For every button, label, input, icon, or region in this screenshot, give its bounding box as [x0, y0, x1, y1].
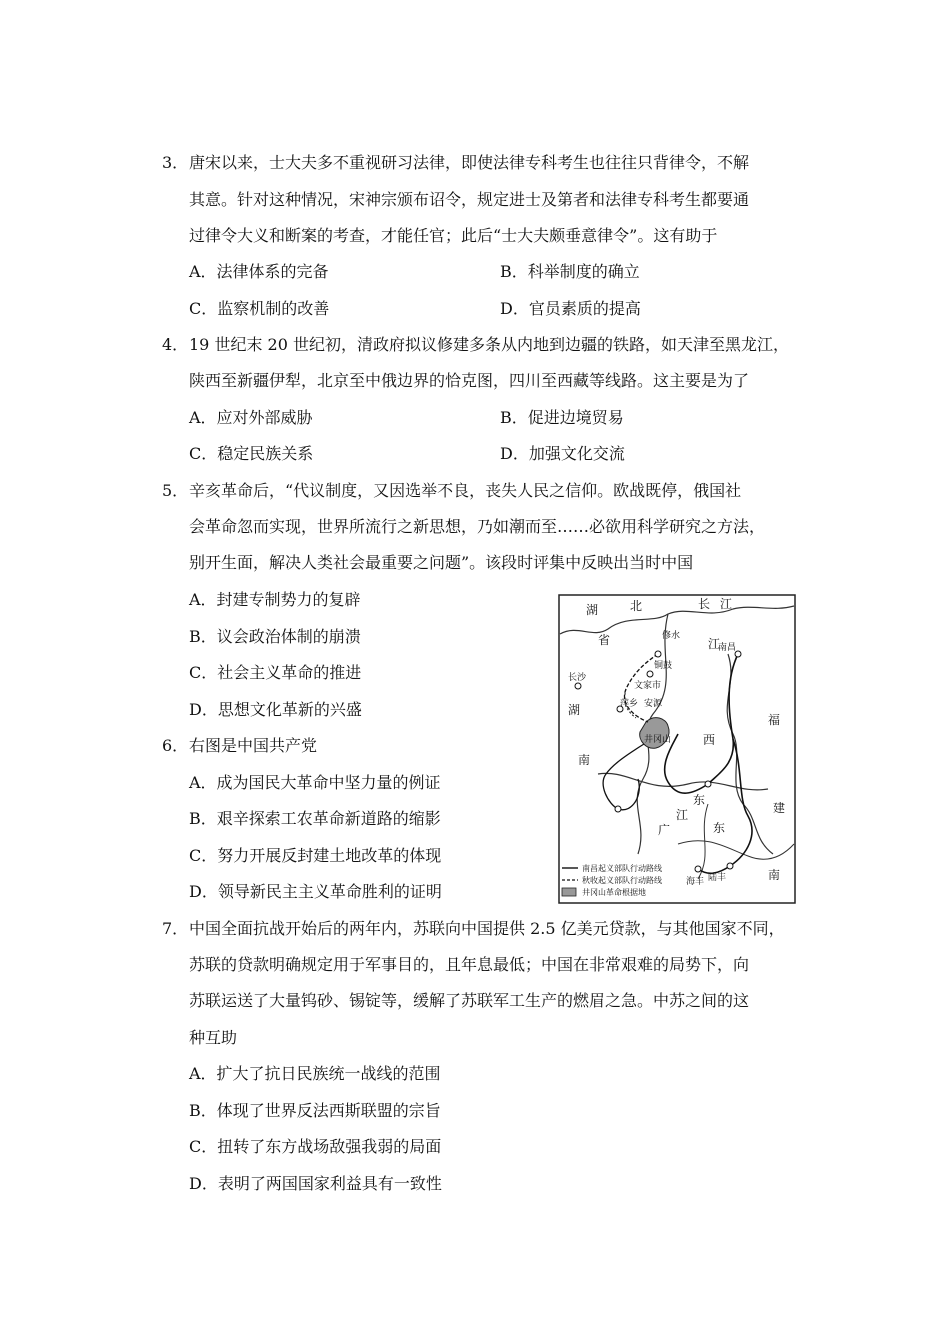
legend-autumn-harvest-route: 秋收起义部队行动路线: [582, 876, 662, 885]
question-6-option-b[interactable]: B．艰辛探索工农革命新道路的缩影: [189, 809, 441, 828]
map-place-label: 南昌: [718, 643, 737, 653]
question-5-line-3: 别开生面，解决人类社会最重要之问题”。该段时评集中反映出当时中国: [189, 553, 694, 572]
map-place-label: 长沙: [568, 673, 587, 683]
question-3-number: 3．: [162, 153, 189, 172]
question-5-option-c[interactable]: C．社会主义革命的推进: [189, 663, 362, 682]
question-4-line-2: 陕西至新疆伊犁，北京至中俄边界的恰克图，四川至西藏等线路。这主要是为了: [189, 371, 750, 390]
map-region-label: 江: [720, 597, 733, 611]
question-3-option-b[interactable]: B．科举制度的确立: [500, 262, 640, 281]
question-4-number: 4．: [162, 335, 189, 354]
question-7-option-d[interactable]: D．表明了两国国家利益具有一致性: [189, 1174, 442, 1193]
map-region-label: 广: [658, 823, 671, 837]
legend-jinggangshan-base: 井冈山革命根据地: [582, 888, 646, 897]
map-region-label: 南: [578, 753, 591, 767]
map-region-label: 东: [713, 821, 726, 835]
question-5-number: 5．: [162, 481, 189, 500]
question-3-line-2: 其意。针对这种情况，宋神宗颁布诏令，规定进士及第者和法律专科考生都要通: [189, 190, 750, 209]
map-region-label: 江: [676, 808, 689, 822]
question-6-line-1: 右图是中国共产党: [189, 736, 318, 755]
question-3-option-c[interactable]: C．监察机制的改善: [189, 299, 330, 318]
question-5-option-d[interactable]: D．思想文化革新的兴盛: [189, 700, 362, 719]
map-region-label: 北: [630, 599, 643, 613]
question-5-option-a[interactable]: A．封建专制势力的复辟: [189, 590, 361, 609]
map-region-label: 南: [768, 868, 781, 882]
question-7-line-1: 中国全面抗战开始后的两年内，苏联向中国提供 2.5 亿美元贷款，与其他国家不同，: [189, 919, 785, 938]
question-5-line-1: 辛亥革命后，“代议制度，又因选举不良，丧失人民之信仰。欧战既停，俄国社: [189, 481, 742, 500]
map-place-label: 萍乡: [620, 699, 639, 709]
question-4-option-c[interactable]: C．稳定民族关系: [189, 444, 314, 463]
question-4-line-1: 19 世纪末 20 世纪初，清政府拟议修建多条从内地到边疆的铁路，如天津至黑龙江，: [189, 335, 789, 354]
question-3-option-d[interactable]: D．官员素质的提高: [500, 299, 641, 318]
map-region-label: 福: [768, 713, 781, 727]
map-region-label: 西: [703, 733, 716, 747]
question-4-option-d[interactable]: D．加强文化交流: [500, 444, 625, 463]
question-3-line-1: 唐宋以来，士大夫多不重视研习法律，即使法律专科考生也往往只背律令，不解: [189, 153, 750, 172]
map-region-label: 省: [598, 633, 611, 647]
map-region-label: 东: [693, 793, 706, 807]
map-place-label: 井冈山: [644, 735, 672, 745]
question-7-option-c[interactable]: C．扭转了东方战场敌强我弱的局面: [189, 1137, 442, 1156]
question-7-option-b[interactable]: B．体现了世界反法西斯联盟的宗旨: [189, 1101, 441, 1120]
question-4-option-b[interactable]: B．促进边境贸易: [500, 408, 624, 427]
question-3-option-a[interactable]: A．法律体系的完备: [189, 262, 329, 281]
map-place-label: 修水: [662, 631, 681, 641]
map-region-label: 湖: [568, 703, 581, 717]
map-place-label: 海丰: [686, 877, 705, 887]
map-place-label: 陆丰: [708, 873, 727, 883]
revolution-route-map: [558, 594, 796, 904]
question-7-line-2: 苏联的贷款明确规定用于军事目的，且年息最低；中国在非常艰难的局势下，向: [189, 955, 750, 974]
question-4-option-a[interactable]: A．应对外部威胁: [189, 408, 313, 427]
question-7-number: 7．: [162, 919, 189, 938]
map-region-label: 长: [698, 597, 711, 611]
question-7-option-a[interactable]: A．扩大了抗日民族统一战线的范围: [189, 1064, 441, 1083]
map-place-label: 文家市: [634, 681, 662, 691]
question-7-line-3: 苏联运送了大量钨砂、锡锭等，缓解了苏联军工生产的燃眉之急。中苏之间的这: [189, 991, 750, 1010]
map-region-label: 湖: [586, 603, 599, 617]
question-5-option-b[interactable]: B．议会政治体制的崩溃: [189, 627, 361, 646]
question-7-line-4: 种互助: [189, 1028, 238, 1047]
map-place-label: 铜鼓: [654, 661, 673, 671]
question-6-number: 6．: [162, 736, 189, 755]
legend-nanchang-route: 南昌起义部队行动路线: [582, 864, 662, 873]
question-5-line-2: 会革命忽而实现，世界所流行之新思想，乃如潮而至……必欲用科学研究之方法，: [189, 517, 766, 536]
question-6-option-d[interactable]: D．领导新民主主义革命胜利的证明: [189, 882, 442, 901]
map-region-label: 建: [773, 801, 786, 815]
question-6-option-a[interactable]: A．成为国民大革命中坚力量的例证: [189, 773, 441, 792]
question-3-line-3: 过律令大义和断案的考查，才能任官；此后“士大夫颇垂意律令”。这有助于: [189, 226, 718, 245]
map-place-label: 安源: [644, 699, 663, 709]
question-6-option-c[interactable]: C．努力开展反封建土地改革的体现: [189, 846, 442, 865]
map-region-label: 江: [708, 637, 721, 651]
